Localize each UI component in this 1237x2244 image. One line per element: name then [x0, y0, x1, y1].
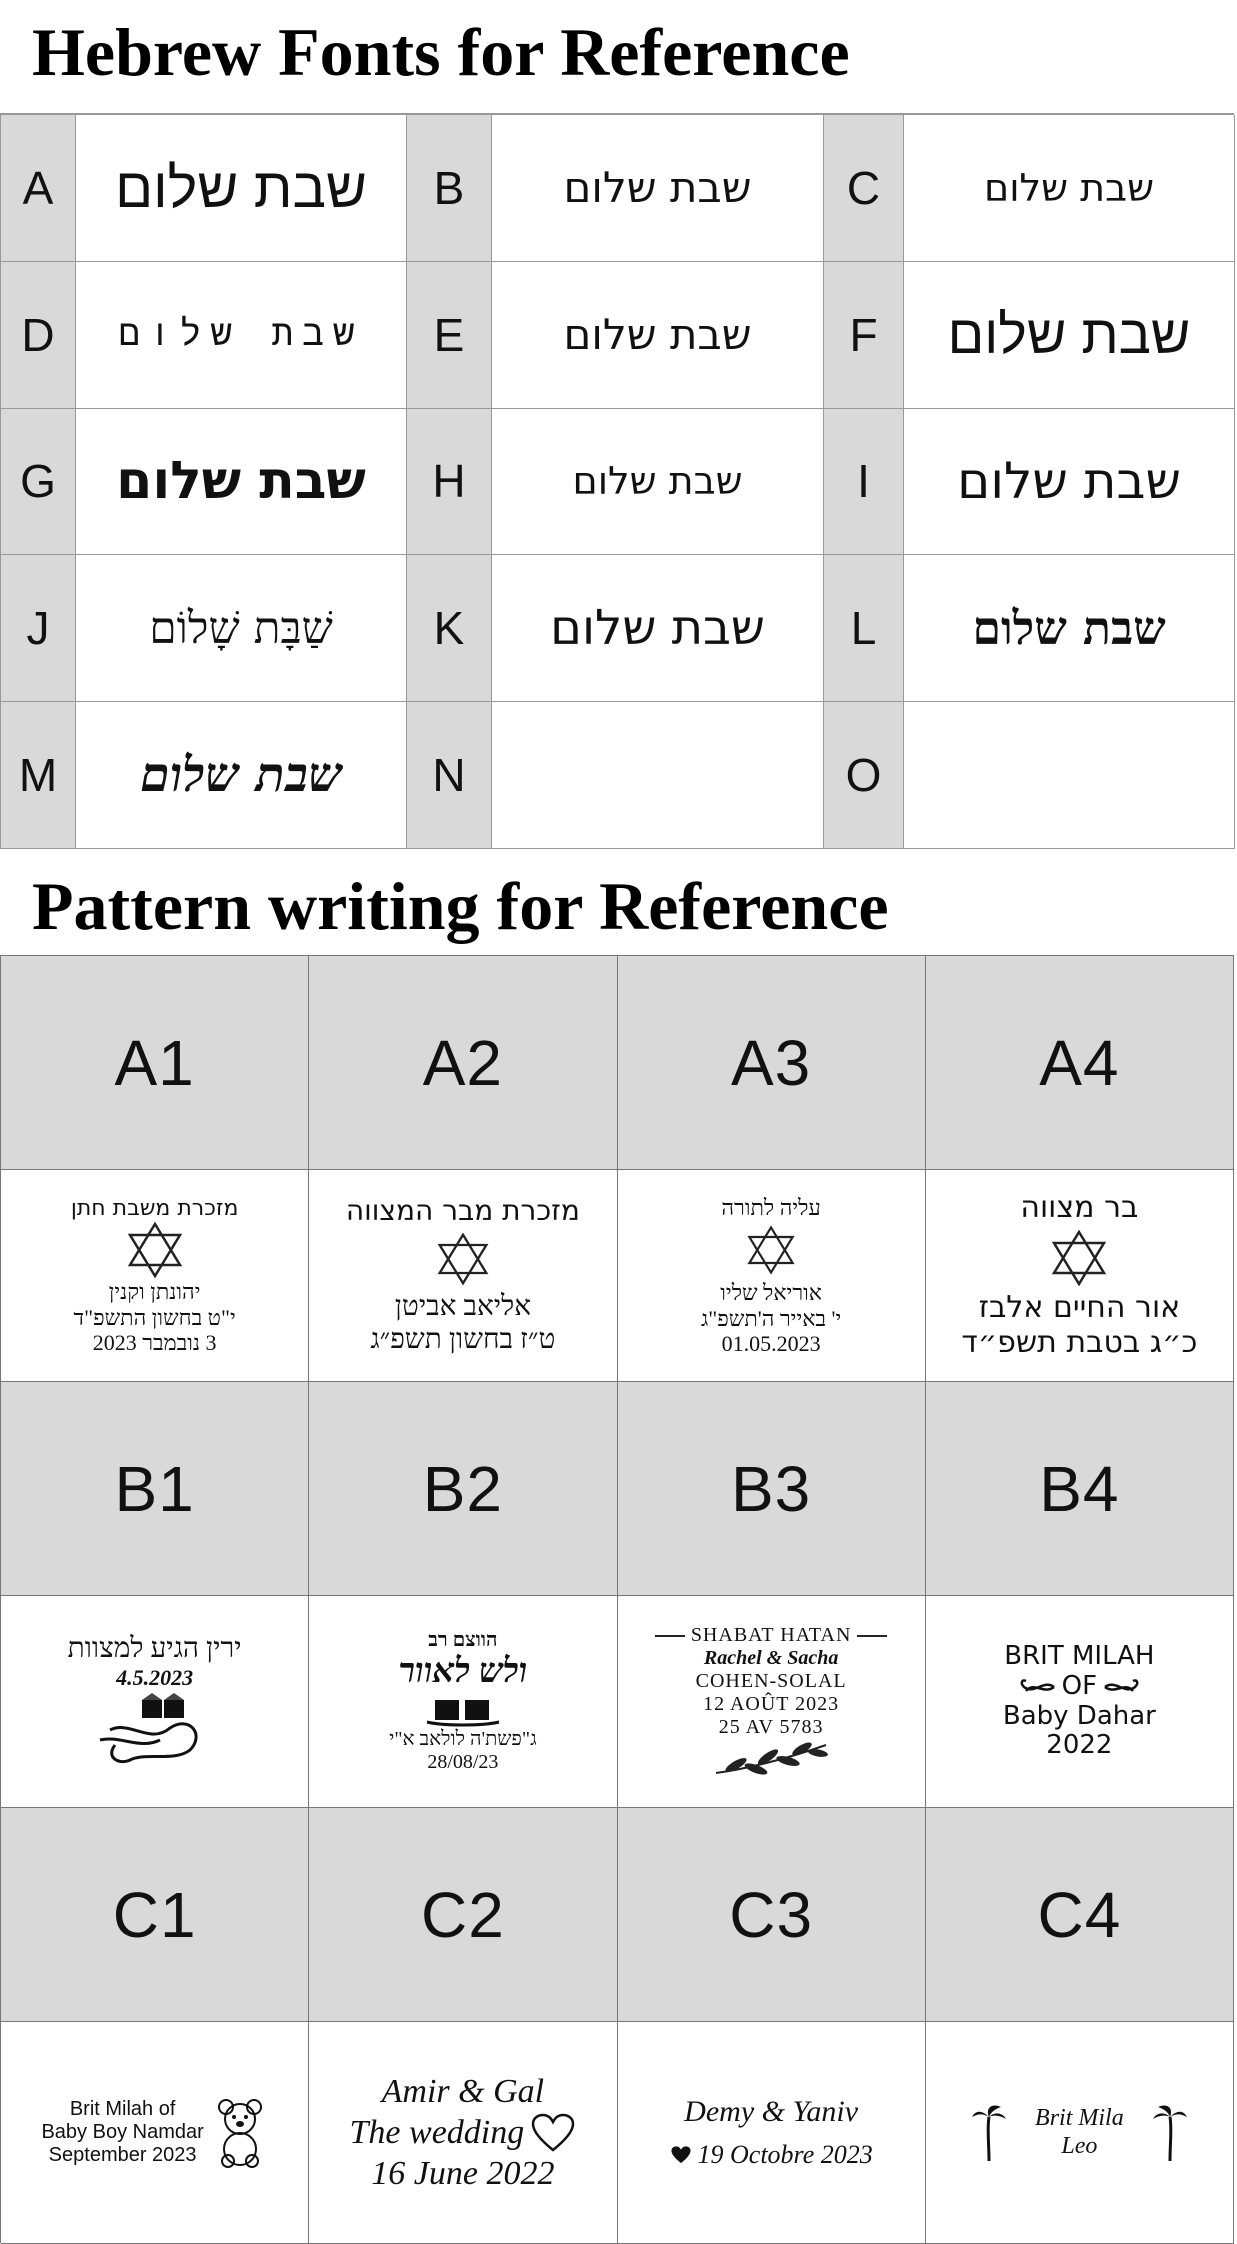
pattern-code-c2: C2: [309, 1808, 617, 2022]
pattern-line: מזכרת מבר המצווה: [345, 1194, 580, 1228]
olive-branch-icon: [706, 1739, 836, 1779]
pattern-line: הווצם רב: [428, 1629, 498, 1652]
pattern-example-a4: [926, 1170, 1234, 1382]
font-letter-f: F: [824, 262, 904, 409]
pattern-line: The wedding: [349, 2113, 525, 2151]
pattern-code-b1: B1: [1, 1382, 309, 1596]
pattern-line: אליאב אביטן: [394, 1291, 531, 1323]
pattern-example-a2: [309, 1170, 617, 1382]
pattern-table: [0, 955, 1234, 2243]
flourish-ornament-icon: [1016, 1677, 1056, 1697]
font-letter-i: I: [824, 409, 904, 556]
font-sample-k: שבת שלום: [492, 555, 824, 702]
font-letter-a: A: [1, 115, 76, 262]
star-of-david-icon: [435, 1231, 491, 1287]
palm-tree-icon: [1152, 2103, 1188, 2163]
pattern-line: יהונתן וקנין: [108, 1279, 201, 1305]
pattern-line: 4.5.2023: [116, 1664, 194, 1690]
pattern-line: 12 AOÛT 2023: [703, 1693, 840, 1715]
pattern-example-c3: [618, 2022, 926, 2244]
pattern-example-c1: [1, 2022, 309, 2244]
pattern-code-b3: B3: [618, 1382, 926, 1596]
pattern-line: אור החיים אלבז: [978, 1290, 1181, 1326]
font-sample-e: שבת שלום: [492, 262, 824, 409]
pattern-line: Brit Mila: [1035, 2104, 1124, 2131]
pattern-code-c1: C1: [1, 1808, 309, 2022]
palm-tree-icon: [971, 2103, 1007, 2163]
font-sample-j: שַׁבָּת שָׁלוֹם: [76, 555, 407, 702]
font-letter-j: J: [1, 555, 76, 702]
hebrew-fonts-heading: Hebrew Fonts for Reference: [32, 14, 850, 90]
font-letter-n: N: [407, 702, 492, 849]
pattern-line: כ״ג בטבת תשפ״ד: [961, 1324, 1198, 1360]
pattern-writing-heading: Pattern writing for Reference: [32, 868, 889, 944]
font-sample-n: [492, 702, 824, 849]
pattern-example-c4: [926, 2022, 1234, 2244]
pattern-line: COHEN-SOLAL: [695, 1670, 847, 1692]
pattern-line: 01.05.2023: [721, 1330, 821, 1356]
pattern-line: OF: [1061, 1670, 1098, 1701]
font-sample-o: [904, 702, 1235, 849]
heart-icon: [530, 2112, 576, 2154]
font-letter-g: G: [1, 409, 76, 556]
pattern-code-a1: A1: [1, 956, 309, 1170]
pattern-line: BRIT MILAH: [1004, 1640, 1155, 1671]
pattern-line: עליה לתורה: [721, 1194, 821, 1220]
pattern-code-b2: B2: [309, 1382, 617, 1596]
pattern-line: September 2023: [48, 2144, 197, 2166]
star-of-david-icon: [745, 1224, 797, 1276]
pattern-example-b4: [926, 1596, 1234, 1808]
pattern-line: 25 AV 5783: [718, 1716, 824, 1738]
font-sample-m: שבת שלום: [76, 702, 407, 849]
pattern-line: Brit Milah of: [69, 2098, 176, 2120]
pattern-line: 3 נובמבר 2023: [92, 1329, 217, 1355]
font-letter-b: B: [407, 115, 492, 262]
font-sample-i: שבת שלום: [904, 409, 1235, 556]
font-letter-d: D: [1, 262, 76, 409]
divider: [655, 1635, 685, 1637]
star-of-david-icon: [1049, 1229, 1109, 1287]
tefillin-icon: [90, 1690, 220, 1770]
font-letter-m: M: [1, 702, 76, 849]
heart-icon: [670, 2145, 692, 2165]
pattern-line: ג"פשת'ה לולאב א"י: [389, 1727, 537, 1750]
pattern-line: Baby Dahar: [1002, 1700, 1156, 1731]
pattern-code-a4: A4: [926, 956, 1234, 1170]
pattern-example-b3: [618, 1596, 926, 1808]
pattern-line: Baby Boy Namdar: [41, 2121, 204, 2143]
pattern-example-a1: [1, 1170, 309, 1382]
pattern-example-c2: [309, 2022, 617, 2244]
pattern-line: מזכרת משבת חתן: [70, 1195, 239, 1221]
font-sample-g: שבת שלום: [76, 409, 407, 556]
font-sample-a: שבת שלום: [76, 115, 407, 262]
pattern-line: 28/08/23: [427, 1750, 499, 1773]
pattern-line: 2022: [1046, 1730, 1113, 1761]
font-sample-c: שבת שלום: [904, 115, 1235, 262]
pattern-line: Amir & Gal: [381, 2073, 545, 2111]
pattern-line: י' באייר ה'תשפ"ג: [701, 1305, 842, 1331]
pattern-line: ולש לאוור: [398, 1653, 528, 1691]
pattern-code-a2: A2: [309, 956, 617, 1170]
divider: [857, 1635, 887, 1637]
pattern-code-b4: B4: [926, 1382, 1234, 1596]
pattern-code-c4: C4: [926, 1808, 1234, 2022]
pattern-line: Leo: [1061, 2132, 1098, 2159]
font-letter-l: L: [824, 555, 904, 702]
pattern-line: Rachel & Sacha: [703, 1647, 839, 1669]
font-letter-o: O: [824, 702, 904, 849]
pattern-example-b1: [1, 1596, 309, 1808]
star-of-david-icon: [125, 1221, 185, 1279]
font-letter-h: H: [407, 409, 492, 556]
font-sample-h: שבת שלום: [492, 409, 824, 556]
font-letter-c: C: [824, 115, 904, 262]
pattern-line: 19 Octobre 2023: [697, 2139, 873, 2169]
font-sample-d: שבת שלום: [76, 262, 407, 409]
pattern-example-a3: [618, 1170, 926, 1382]
pattern-line: SHABAT HATAN: [690, 1624, 852, 1646]
teddy-bear-icon: [212, 2097, 268, 2169]
pattern-line: ט״ז בחשון תשפ״ג: [370, 1323, 556, 1355]
pattern-line: Demy & Yaniv: [684, 2095, 859, 2129]
font-sample-f: שבת שלום: [904, 262, 1235, 409]
pattern-code-c3: C3: [618, 1808, 926, 2022]
pattern-example-b2: [309, 1596, 617, 1808]
font-sample-b: שבת שלום: [492, 115, 824, 262]
pattern-line: בר מצווה: [1020, 1189, 1139, 1225]
pattern-line: י"ט בחשון התשפ"ד: [73, 1304, 236, 1330]
hebrew-font-table: [0, 113, 1234, 849]
font-letter-e: E: [407, 262, 492, 409]
flourish-ornament-icon: [1103, 1677, 1143, 1697]
tefillin-icon: [423, 1692, 503, 1728]
font-letter-k: K: [407, 555, 492, 702]
font-sample-l: שבת שלום: [904, 555, 1235, 702]
pattern-code-a3: A3: [618, 956, 926, 1170]
pattern-line: 16 June 2022: [371, 2154, 555, 2192]
pattern-line: אוריאל שליו: [720, 1280, 822, 1306]
pattern-line: ירין הגיע למצוות: [67, 1632, 242, 1664]
